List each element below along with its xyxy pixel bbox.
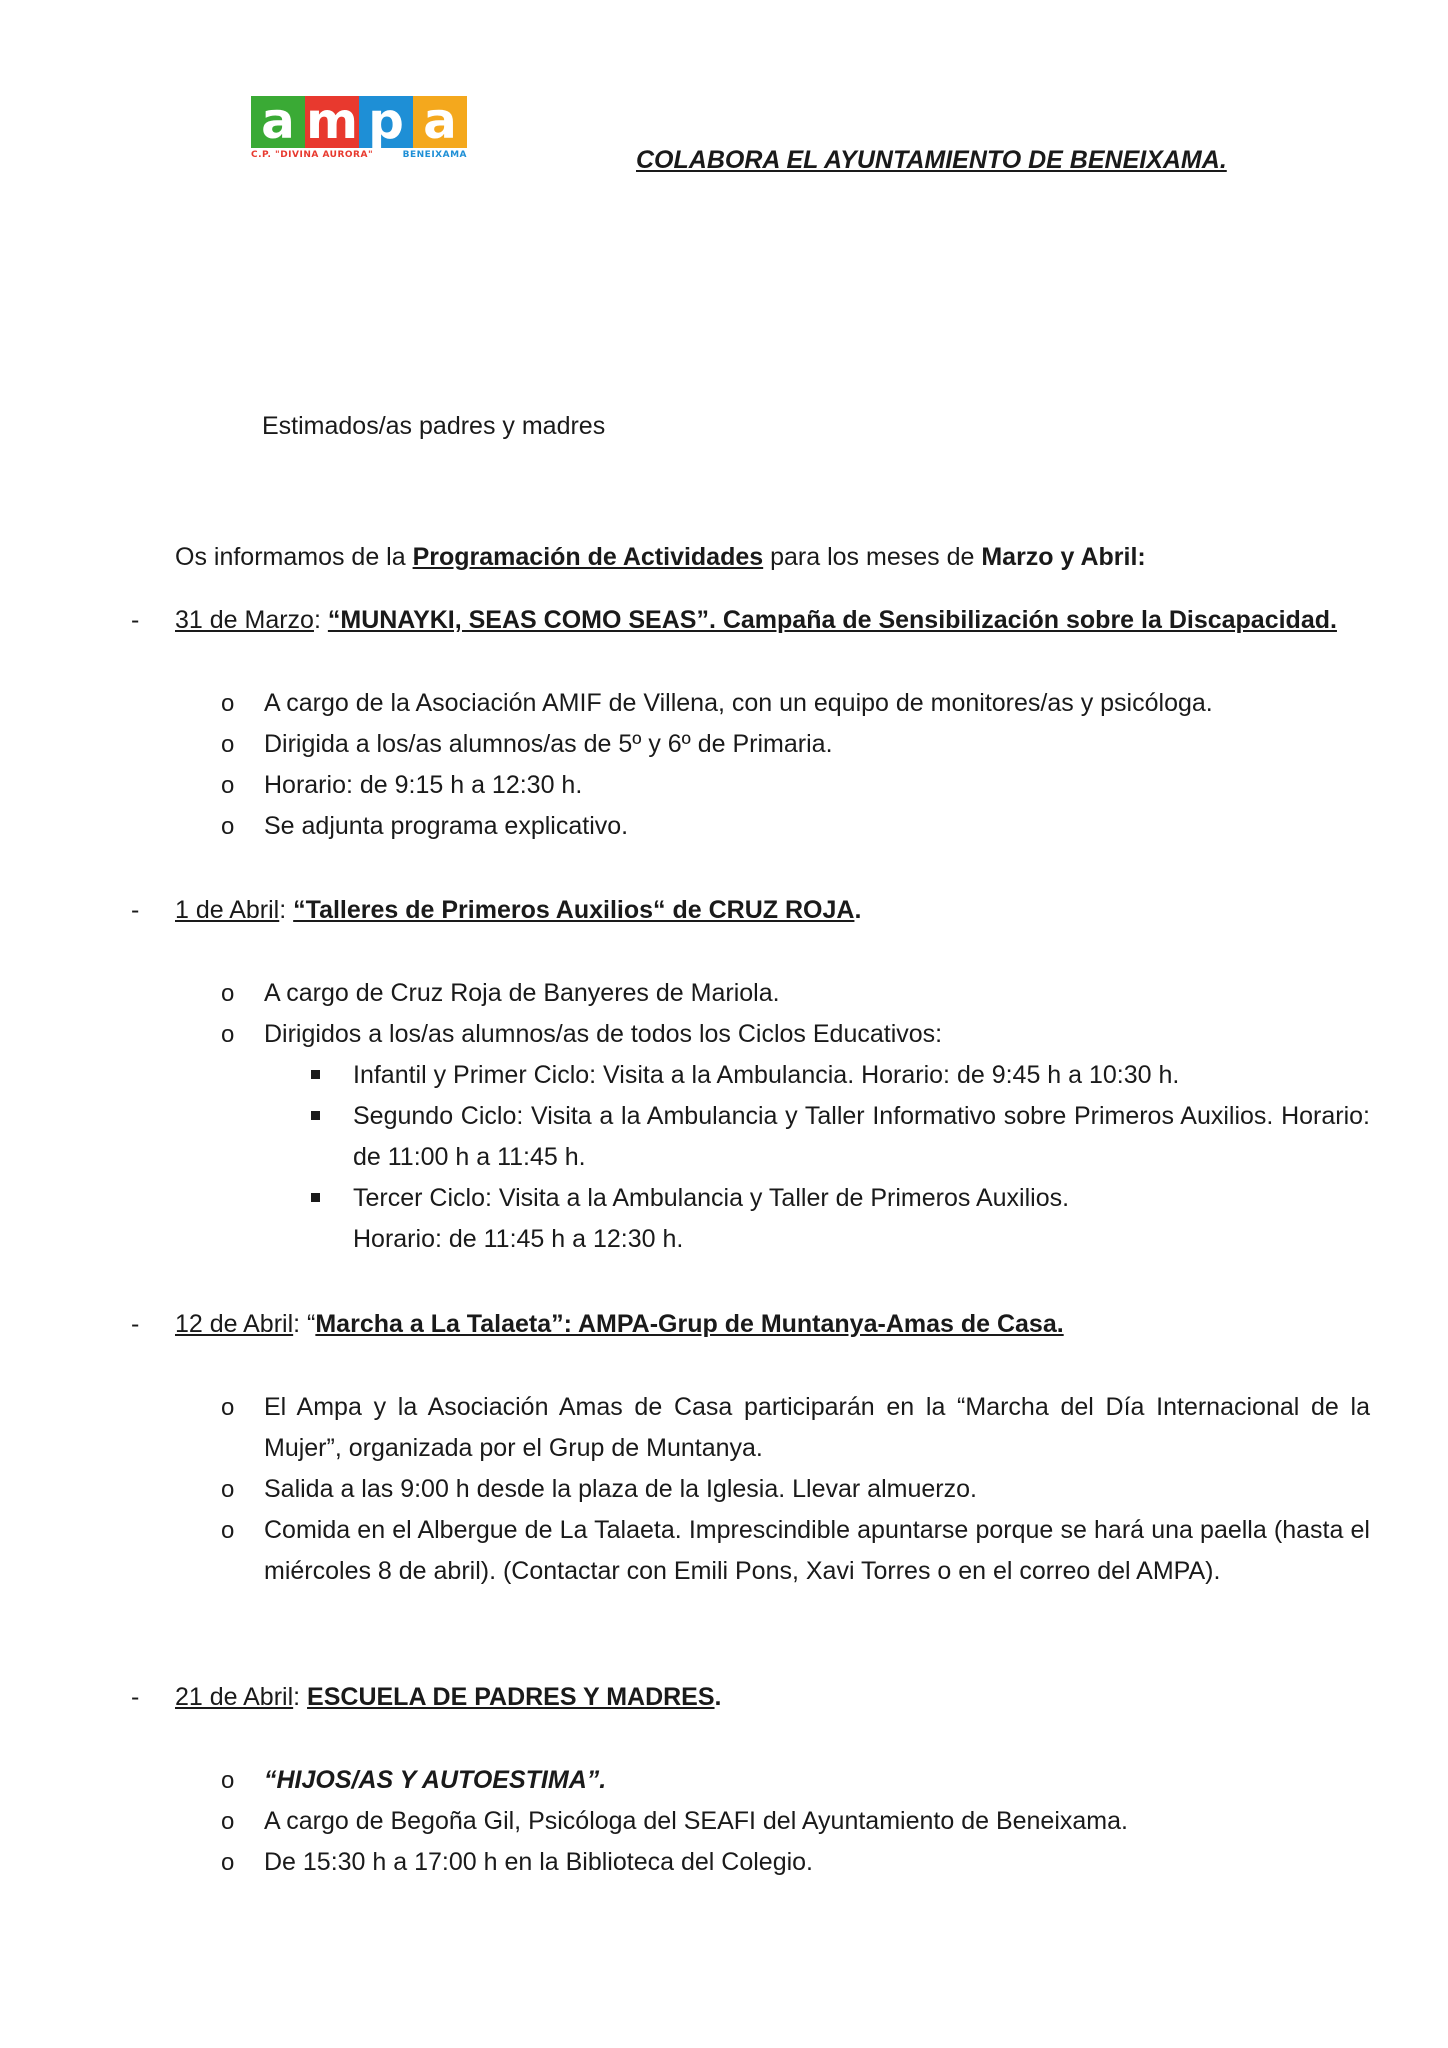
- section-date: 12 de Abril: [175, 1310, 294, 1338]
- logo-subtitle: [251, 150, 467, 160]
- section-heading: [175, 896, 861, 925]
- section-dash: -: [131, 1310, 140, 1338]
- section-title-end: .: [714, 1683, 722, 1711]
- list-item-text: Dirigidos a los/as alumnos/as de todos los Ciclos Educativos:: [264, 1020, 943, 1048]
- list-item-text: A cargo de la Asociación AMIF de Villena, con un equipo de monitores/as y psicóloga.: [264, 689, 1213, 717]
- logo-school-name: C.P. "DIVINA AURORA": [251, 150, 374, 160]
- circle-bullet-icon: o: [221, 1517, 235, 1544]
- square-bullet-icon: [311, 1111, 320, 1120]
- circle-bullet-icon: o: [221, 1394, 235, 1421]
- section-title: “MUNAYKI, SEAS COMO SEAS”. Campaña de Sensibilización sobre la Discapacidad.: [327, 606, 1337, 634]
- intro-programacion: Programación de Actividades: [412, 543, 764, 571]
- intro-months: Marzo y Abril:: [981, 543, 1146, 571]
- list-item-text: De 15:30 h a 17:00 h en la Biblioteca del Colegio.: [264, 1848, 813, 1876]
- circle-bullet-icon: o: [221, 772, 235, 799]
- circle-bullet-icon: o: [221, 1849, 235, 1876]
- square-bullet-icon: [311, 1070, 320, 1079]
- logo-letter-m: m: [305, 92, 359, 150]
- logo-letter-a2: a: [413, 96, 467, 148]
- list-item-text: Se adjunta programa explicativo.: [264, 812, 629, 840]
- section-sep: :: [293, 1683, 308, 1711]
- circle-bullet-icon: o: [221, 980, 235, 1007]
- circle-bullet-icon: o: [221, 1476, 235, 1503]
- intro-text-1: Os informamos de la: [175, 543, 413, 571]
- intro-text-2: para los meses de: [763, 543, 982, 571]
- list-item-text: Salida a las 9:00 h desde la plaza de la Iglesia. Llevar almuerzo.: [264, 1475, 977, 1503]
- sub-list-item-text: Horario: de 11:45 h a 12:30 h.: [353, 1225, 684, 1253]
- list-item-text: Comida en el Albergue de La Talaeta. Imprescindible apuntarse porque se hará una paella (hasta el miércoles 8 de abril). (Contactar con Emili Pons, Xavi Torres o en el correo del AMPA).: [264, 1516, 1370, 1585]
- list-item-text: Horario: de 9:15 h a 12:30 h.: [264, 771, 583, 799]
- section-title: ESCUELA DE PADRES Y MADRES: [307, 1683, 715, 1711]
- section-sep: : “: [293, 1310, 316, 1338]
- circle-bullet-icon: o: [221, 1767, 235, 1794]
- circle-bullet-icon: o: [221, 1021, 235, 1048]
- logo-town-name: BENEIXAMA: [402, 150, 467, 160]
- ampa-logo: [251, 92, 467, 168]
- section-title: Marcha a La Talaeta”: AMPA-Grup de Muntanya-Amas de Casa.: [315, 1310, 1064, 1338]
- section-title-end: .: [854, 896, 862, 924]
- intro-paragraph: [175, 543, 1146, 572]
- list-item-text: “HIJOS/AS Y AUTOESTIMA”.: [264, 1766, 607, 1794]
- sub-list-item-text: Infantil y Primer Ciclo: Visita a la Ambulancia. Horario: de 9:45 h a 10:30 h.: [353, 1061, 1180, 1089]
- sub-list-item-text: Tercer Ciclo: Visita a la Ambulancia y Taller de Primeros Auxilios.: [353, 1184, 1070, 1212]
- section-dash: -: [131, 606, 140, 634]
- list-item-text: A cargo de Begoña Gil, Psicóloga del SEAFI del Ayuntamiento de Beneixama.: [264, 1807, 1128, 1835]
- section-date: 21 de Abril: [175, 1683, 294, 1711]
- section-dash: -: [131, 1683, 140, 1711]
- circle-bullet-icon: o: [221, 690, 235, 717]
- circle-bullet-icon: o: [221, 731, 235, 758]
- header-note: COLABORA EL AYUNTAMIENTO DE BENEIXAMA.: [636, 146, 1227, 174]
- logo-letter-p: p: [359, 96, 413, 148]
- section-heading: [175, 1310, 1064, 1339]
- list-item-text: El Ampa y la Asociación Amas de Casa participarán en la “Marcha del Día Internacional de la Mujer”, organizada por el Grup de Muntanya.: [264, 1393, 1370, 1462]
- section-dash: -: [131, 896, 140, 924]
- list-item-text: Dirigida a los/as alumnos/as de 5º y 6º de Primaria.: [264, 730, 833, 758]
- section-heading: [175, 606, 1337, 635]
- section-date: 31 de Marzo: [175, 606, 314, 634]
- list-item-text: A cargo de Cruz Roja de Banyeres de Mariola.: [264, 979, 780, 1007]
- section-sep: :: [279, 896, 294, 924]
- section-heading: [175, 1683, 721, 1712]
- section-sep: :: [313, 606, 328, 634]
- logo-letter-a: a: [251, 96, 305, 148]
- section-date: 1 de Abril: [175, 896, 280, 924]
- section-title: “Talleres de Primeros Auxilios“ de CRUZ ROJA: [293, 896, 855, 924]
- circle-bullet-icon: o: [221, 813, 235, 840]
- logo-letters: [251, 92, 467, 150]
- greeting: Estimados/as padres y madres: [262, 412, 606, 440]
- square-bullet-icon: [311, 1193, 320, 1202]
- circle-bullet-icon: o: [221, 1808, 235, 1835]
- sub-list-item-text: Segundo Ciclo: Visita a la Ambulancia y Taller Informativo sobre Primeros Auxilios. Horario: de 11:00 h a 11:45 h.: [353, 1102, 1370, 1171]
